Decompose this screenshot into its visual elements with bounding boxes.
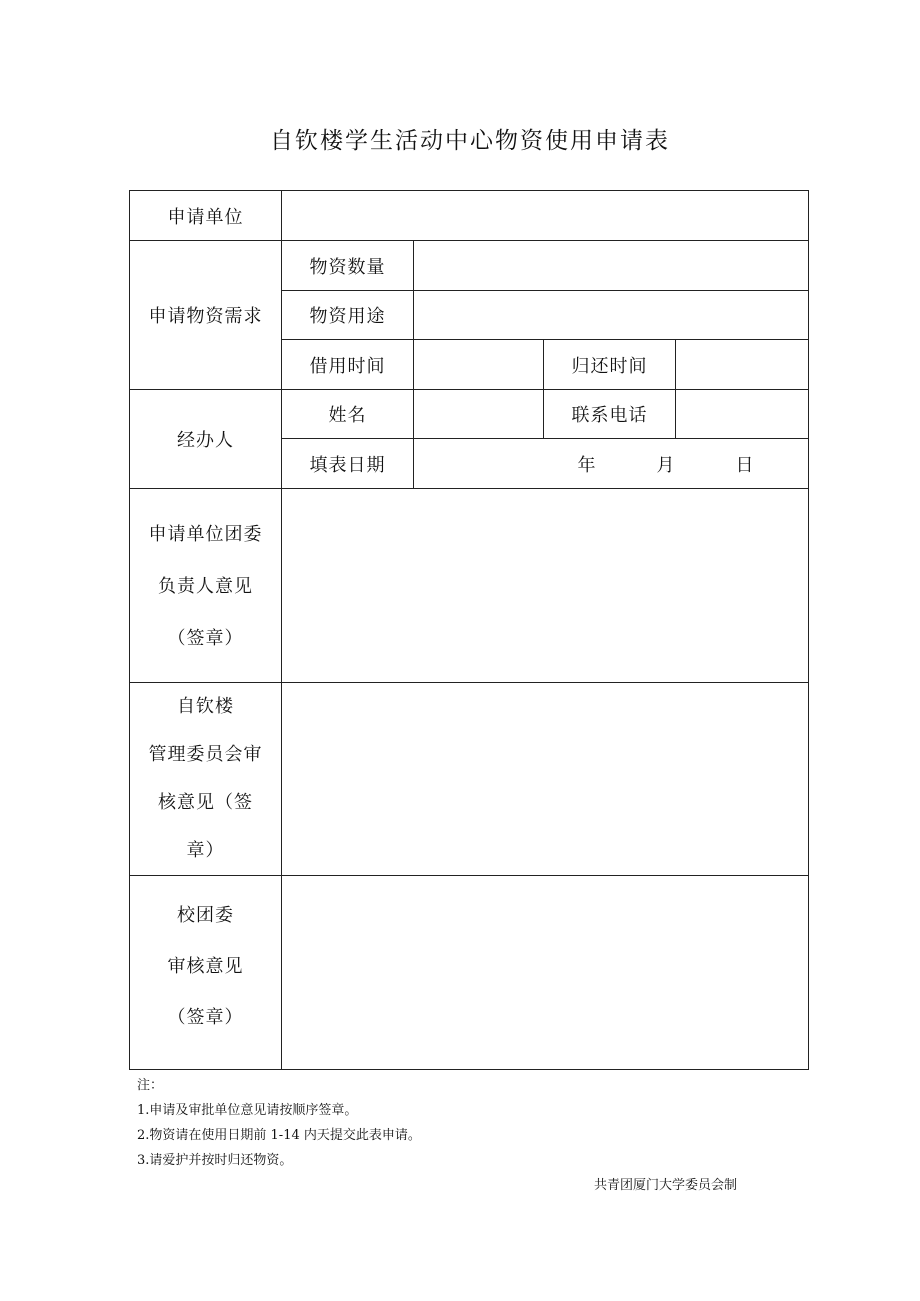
note-item: 2.物资请在使用日期前 1-14 内天提交此表申请。 bbox=[137, 1128, 421, 1143]
building-opinion-line-1: 自钦楼 bbox=[177, 696, 234, 717]
name-field[interactable] bbox=[414, 390, 544, 439]
league-opinion-field[interactable] bbox=[282, 489, 809, 683]
borrow-time-label: 借用时间 bbox=[282, 340, 414, 390]
notes-heading: 注： bbox=[137, 1078, 164, 1093]
issuer-footer: 共青团厦门大学委员会制 bbox=[594, 1178, 738, 1193]
building-opinion-label bbox=[130, 683, 282, 876]
phone-label: 联系电话 bbox=[544, 390, 676, 439]
notes-section bbox=[137, 1073, 421, 1173]
applicant-unit-field[interactable] bbox=[282, 191, 809, 241]
return-time-label: 归还时间 bbox=[544, 340, 676, 390]
handler-label: 经办人 bbox=[130, 390, 282, 489]
quantity-field[interactable] bbox=[414, 241, 809, 291]
league-opinion-line-2: 负责人意见 bbox=[158, 576, 253, 597]
building-opinion-field[interactable] bbox=[282, 683, 809, 876]
date-year-label: 年 bbox=[577, 454, 597, 476]
fill-date-label: 填表日期 bbox=[282, 439, 414, 489]
name-label: 姓名 bbox=[282, 390, 414, 439]
league-opinion-line-3: （签章） bbox=[167, 628, 244, 649]
date-day-label: 日 bbox=[735, 454, 755, 476]
date-month-label: 月 bbox=[656, 454, 676, 476]
purpose-label: 物资用途 bbox=[282, 291, 414, 340]
applicant-unit-label: 申请单位 bbox=[130, 191, 282, 241]
borrow-time-field[interactable] bbox=[414, 340, 544, 390]
league-opinion-line-1: 申请单位团委 bbox=[148, 524, 263, 545]
school-opinion-line-2: 审核意见 bbox=[167, 956, 244, 977]
purpose-field[interactable] bbox=[414, 291, 809, 340]
league-opinion-label bbox=[130, 489, 282, 683]
school-opinion-line-1: 校团委 bbox=[177, 905, 234, 926]
note-item: 1.申请及审批单位意见请按顺序签章。 bbox=[137, 1103, 358, 1118]
building-opinion-line-3: 核意见（签 bbox=[158, 792, 253, 813]
school-opinion-field[interactable] bbox=[282, 876, 809, 1070]
school-opinion-label bbox=[130, 876, 282, 1070]
return-time-field[interactable] bbox=[676, 340, 809, 390]
building-opinion-line-4: 章） bbox=[186, 840, 225, 861]
school-opinion-line-3: （签章） bbox=[167, 1007, 244, 1028]
building-opinion-line-2: 管理委员会审 bbox=[148, 744, 263, 765]
form-title: 自钦楼学生活动中心物资使用申请表 bbox=[270, 128, 670, 154]
fill-date-field[interactable] bbox=[414, 439, 809, 489]
request-needs-label: 申请物资需求 bbox=[130, 241, 282, 390]
note-item: 3.请爱护并按时归还物资。 bbox=[137, 1153, 293, 1168]
application-form-table bbox=[129, 190, 809, 1070]
phone-field[interactable] bbox=[676, 390, 809, 439]
quantity-label: 物资数量 bbox=[282, 241, 414, 291]
